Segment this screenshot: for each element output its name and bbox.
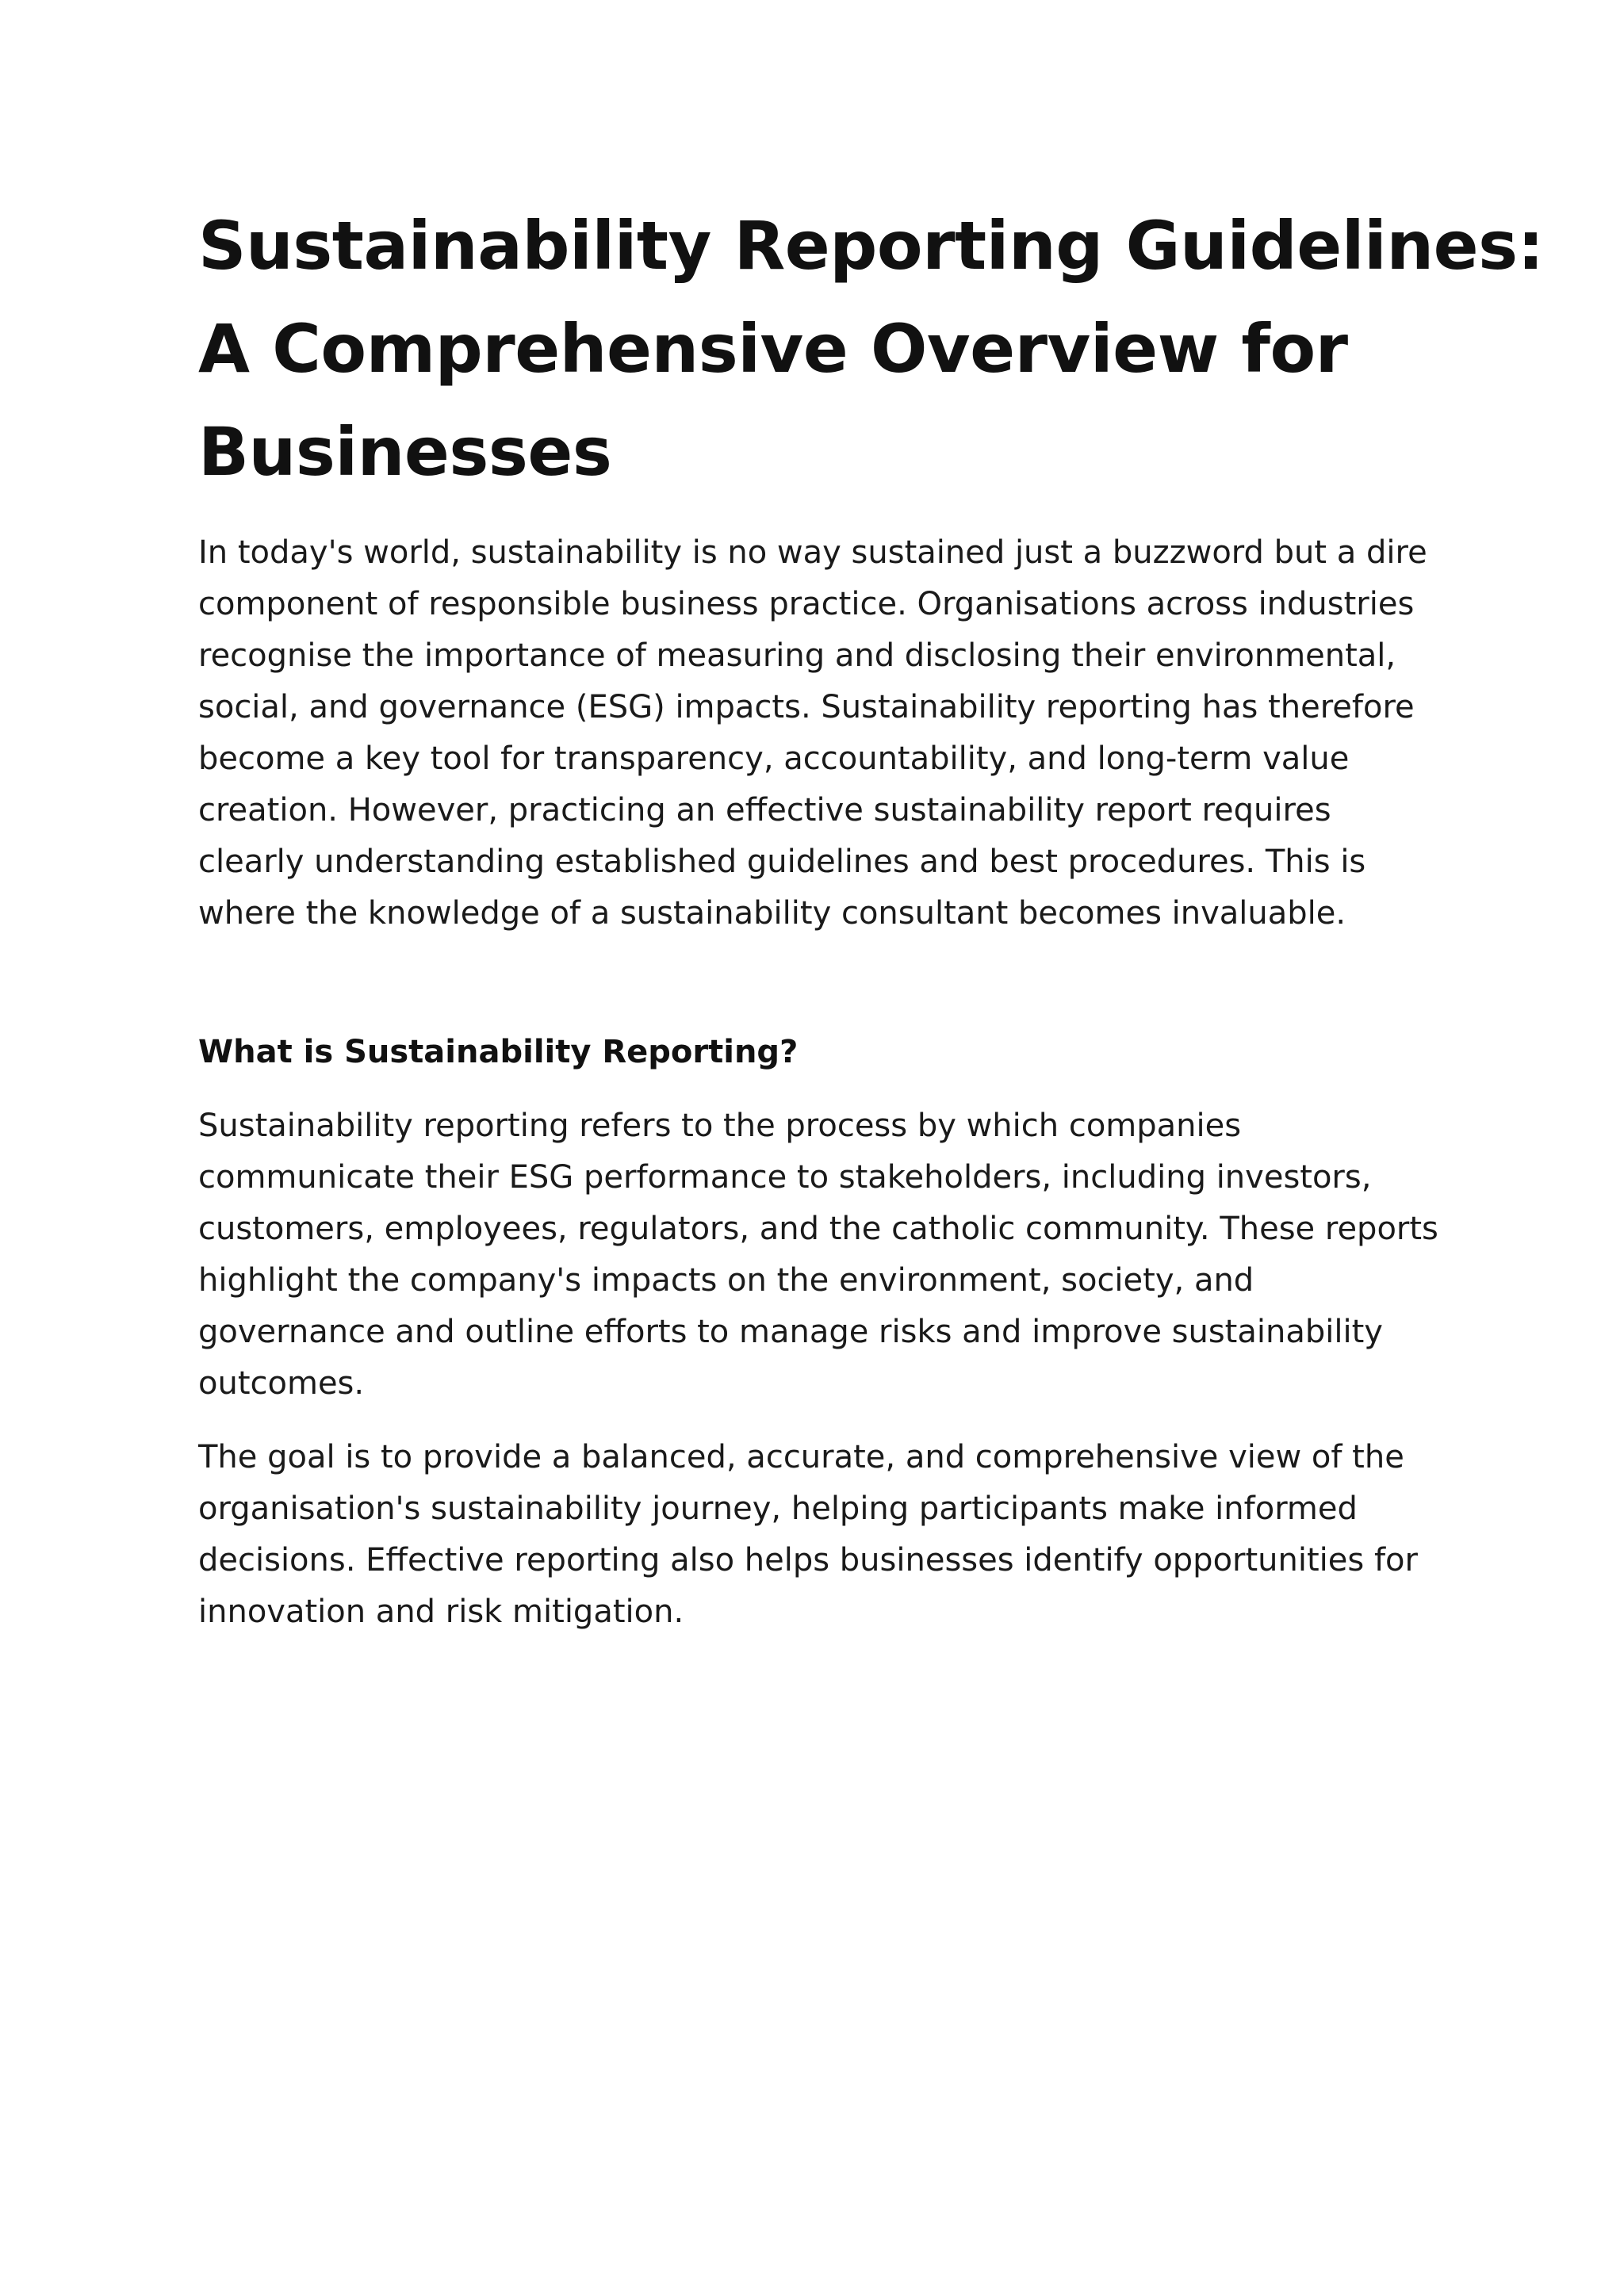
intro-paragraph: In today's world, sustainability is no way sustained just a buzzword but a dire component of responsible business practice. Organisations across industries recognise the importance of measuring and disclosing their environmental, social, and governance (ESG) impacts. Sustainability reporting has therefore become a key tool for transparency, accountability, and long-term value creation. However, practicing an effective sustainability report requires clearly understanding established guidelines and best procedures. This is where the knowledge of a sustainability consultant becomes invaluable. <box>198 534 1427 932</box>
section-paragraph-1: Sustainability reporting refers to the process by which companies communicate their ESG performance to stakeholders, including investors, customers, employees, regulators, and the catholic community. These reports highlight the company's impacts on the environment, society, and governance and outline efforts to manage risks and improve sustainability outcomes. <box>198 1108 1438 1402</box>
title-line-1: Sustainability Reporting Guidelines: <box>198 207 1544 285</box>
section-heading: What is Sustainability Reporting? <box>198 1034 799 1070</box>
document-title <box>198 194 1544 503</box>
title-line-2: A Comprehensive Overview for <box>198 310 1348 388</box>
title-line-3: Businesses <box>198 413 612 491</box>
section-paragraph-2: The goal is to provide a balanced, accurate, and comprehensive view of the organisation's sustainability journey, helping participants make informed decisions. Effective reporting also helps businesses identify opportunities for innovation and risk mitigation. <box>198 1439 1418 1630</box>
document-page <box>198 194 1544 1638</box>
